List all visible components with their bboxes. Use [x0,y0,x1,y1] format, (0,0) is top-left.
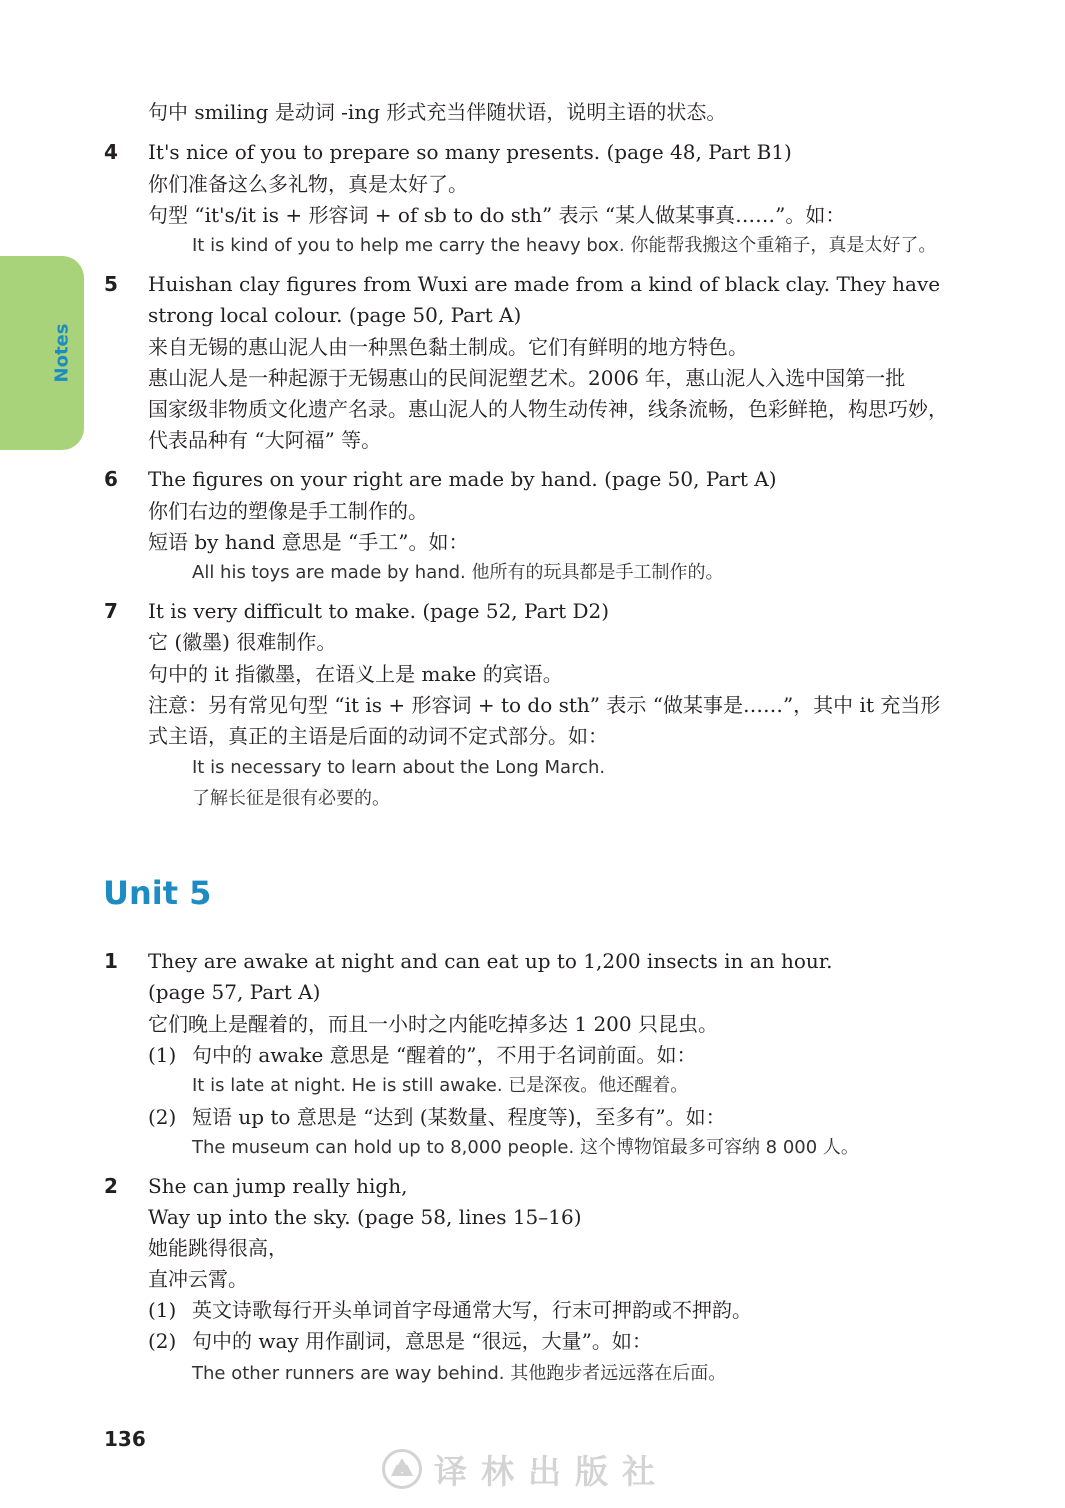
side-tab-label: Notes [51,323,73,383]
note-number: 5 [104,272,118,296]
sub-text: 句中的 way 用作副词，意思是 “很远，大量”。如： [192,1329,652,1353]
note-line: 惠山泥人是一种起源于无锡惠山的民间泥塑艺术。2006 年，惠山泥人入选中国第一批 [148,366,906,390]
note-number: 1 [104,949,118,973]
note-line: 你们右边的塑像是手工制作的。 [148,499,428,523]
note-number: 6 [104,467,118,491]
note-line: It is very difficult to make. (page 52, Part D2) [148,599,610,623]
note-line: 注意：另有常见句型 “it is + 形容词 + to do sth” 表示 “做某事是……”，其中 it 充当形 [148,693,941,717]
example-line: The other runners are way behind. 其他跑步者远远落在后面。 [192,1363,727,1384]
note-line: strong local colour. (page 50, Part A) [148,303,522,327]
sub-text: 句中的 awake 意思是 “醒着的”，不用于名词前面。如： [192,1043,697,1067]
note-line: 代表品种有 “大阿福” 等。 [148,428,382,452]
note-line: 直冲云霄。 [148,1267,248,1291]
example-line: It is kind of you to help me carry the heavy box. 你能帮我搬这个重箱子，真是太好了。 [192,235,937,256]
note-line: 它 (徽墨) 很难制作。 [148,630,337,654]
publisher-watermark [382,1448,669,1490]
note-line: She can jump really high, [148,1174,408,1198]
note-line: 她能跳得很高， [148,1236,288,1260]
note-line: It's nice of you to prepare so many presents. (page 48, Part B1) [148,140,792,164]
sub-label: (1) [148,1298,177,1322]
note-line: 来自无锡的惠山泥人由一种黑色黏土制成。它们有鲜明的地方特色。 [148,335,748,359]
sub-text: 短语 up to 意思是 “达到 (某数量、程度等)，至多有”。如： [192,1105,726,1129]
intro-line: 句中 smiling 是动词 -ing 形式充当伴随状语，说明主语的状态。 [148,100,727,124]
note-line: 它们晚上是醒着的，而且一小时之内能吃掉多达 1 200 只昆虫。 [148,1012,718,1036]
note-line: 句型 “it's/it is + 形容词 + of sb to do sth” 表示 “某人做某事真……”。如： [148,203,846,227]
sub-label: (2) [148,1329,177,1353]
sub-label: (1) [148,1043,177,1067]
note-line: 国家级非物质文化遗产名录。惠山泥人的人物生动传神，线条流畅，色彩鲜艳，构思巧妙， [148,397,948,421]
example-line: It is necessary to learn about the Long March. [192,757,606,778]
example-line: All his toys are made by hand. 他所有的玩具都是手工制作的。 [192,562,724,583]
note-line: 短语 by hand 意思是 “手工”。如： [148,530,469,554]
note-number: 7 [104,599,118,623]
note-line: Way up into the sky. (page 58, lines 15–16) [148,1205,582,1229]
publisher-name: 译林出版社 [434,1451,669,1491]
unit-heading: Unit 5 [103,874,212,912]
example-line: It is late at night. He is still awake. 已是深夜。他还醒着。 [192,1075,689,1096]
tree-logo-icon [382,1449,422,1489]
note-line: (page 57, Part A) [148,980,321,1004]
page-number: 136 [104,1427,146,1451]
note-number: 4 [104,140,118,164]
example-line: The museum can hold up to 8,000 people. 这个博物馆最多可容纳 8 000 人。 [192,1137,859,1158]
note-line: Huishan clay figures from Wuxi are made from a kind of black clay. They have [148,272,941,296]
note-number: 2 [104,1174,118,1198]
sub-text: 英文诗歌每行开头单词首字母通常大写，行末可押韵或不押韵。 [192,1298,752,1322]
note-line: 句中的 it 指徽墨，在语义上是 make 的宾语。 [148,662,563,686]
note-line: 式主语，真正的主语是后面的动词不定式部分。如： [148,724,608,748]
note-line: The figures on your right are made by hand. (page 50, Part A) [148,467,777,491]
sub-label: (2) [148,1105,177,1129]
note-line: They are awake at night and can eat up to 1,200 insects in an hour. [148,949,833,973]
note-line: 你们准备这么多礼物，真是太好了。 [148,172,468,196]
example-line: 了解长征是很有必要的。 [192,788,390,809]
